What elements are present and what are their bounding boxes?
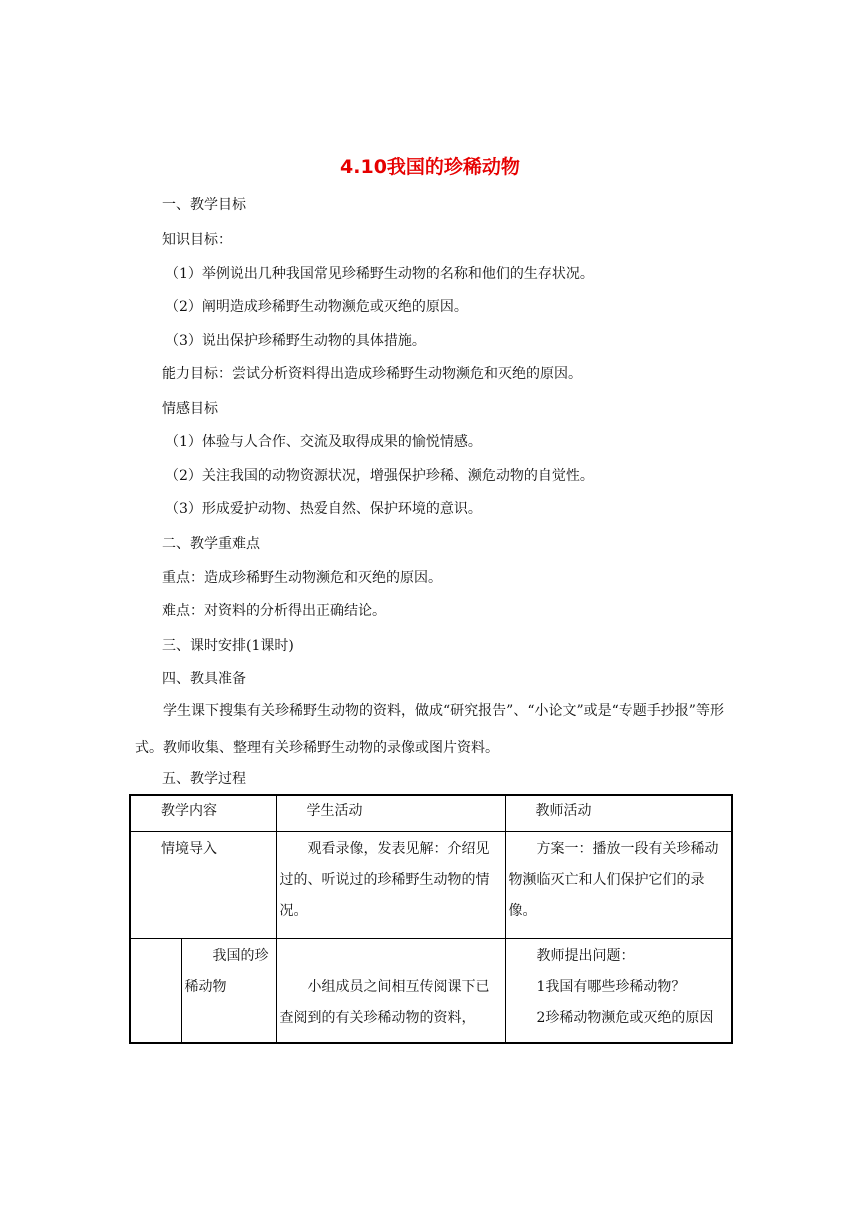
section-heading-2: 二、教学重难点 [162,536,260,552]
header-teacher: 教师活动 [505,795,732,832]
header-content: 教学内容 [130,795,276,832]
emotion-goal-2: （2）关注我国的动物资源状况，增强保护珍稀、濒危动物的自觉性。 [165,468,594,484]
teaching-process-table [129,794,733,1044]
knowledge-goal-3: （3）说出保护珍稀野生动物的具体措施。 [165,333,426,349]
knowledge-goal-2: （2）阐明造成珍稀野生动物濒危或灭绝的原因。 [165,299,468,315]
row2-teacher [505,939,732,1043]
emotion-goal-1: （1）体验与人合作、交流及取得成果的愉悦情感。 [165,434,482,450]
teacher-question-intro: 教师提出问题： [536,948,635,964]
knowledge-goal-title: 知识目标： [162,232,232,248]
row1-teacher: 方案一：播放一段有关珍稀动物濒临灭亡和人们保护它们的录像。 [505,832,732,939]
key-point: 重点：造成珍稀野生动物濒危和灭绝的原因。 [162,570,442,586]
section-heading-4: 四、教具准备 [162,671,246,687]
row1-content: 情境导入 [130,832,276,939]
ability-goal: 能力目标：尝试分析资料得出造成珍稀野生动物濒危和灭绝的原因。 [162,366,582,382]
teacher-question-1: 1我国有哪些珍稀动物？ [536,979,686,995]
teacher-question-2: 2珍稀动物濒危或灭绝的原因 [536,1010,714,1026]
knowledge-goal-1: （1）举例说出几种我国常见珍稀野生动物的名称和他们的生存状况。 [165,266,594,282]
section-heading-5: 五、教学过程 [162,771,246,787]
section-heading-1: 一、教学目标 [162,197,246,213]
header-student: 学生活动 [276,795,505,832]
row1-student: 观看录像，发表见解：介绍见过的、听说过的珍稀野生动物的情况。 [276,832,505,939]
emotion-goal-title: 情感目标 [162,401,218,417]
section-heading-3: 三、课时安排(1课时) [162,638,294,654]
page-title: 4.10我国的珍稀动物 [340,156,520,178]
table-header-row [130,795,732,832]
table-row [130,939,732,1043]
emotion-goal-3: （3）形成爱护动物、热爱自然、保护环境的意识。 [165,501,482,517]
difficult-point: 难点：对资料的分析得出正确结论。 [162,603,386,619]
row2-content: 我国的珍稀动物 [181,939,276,1043]
row2-empty-cell [130,939,181,1043]
row2-student: 小组成员之间相互传阅课下已查阅到的有关珍稀动物的资料， [276,939,505,1043]
table-row [130,832,732,939]
preparation-paragraph: 学生课下搜集有关珍稀野生动物的资料，做成“研究报告”、“小论文”或是“专题手抄报”等形式。教师收集、整理有关珍稀野生动物的录像或图片资料。 [135,703,724,756]
